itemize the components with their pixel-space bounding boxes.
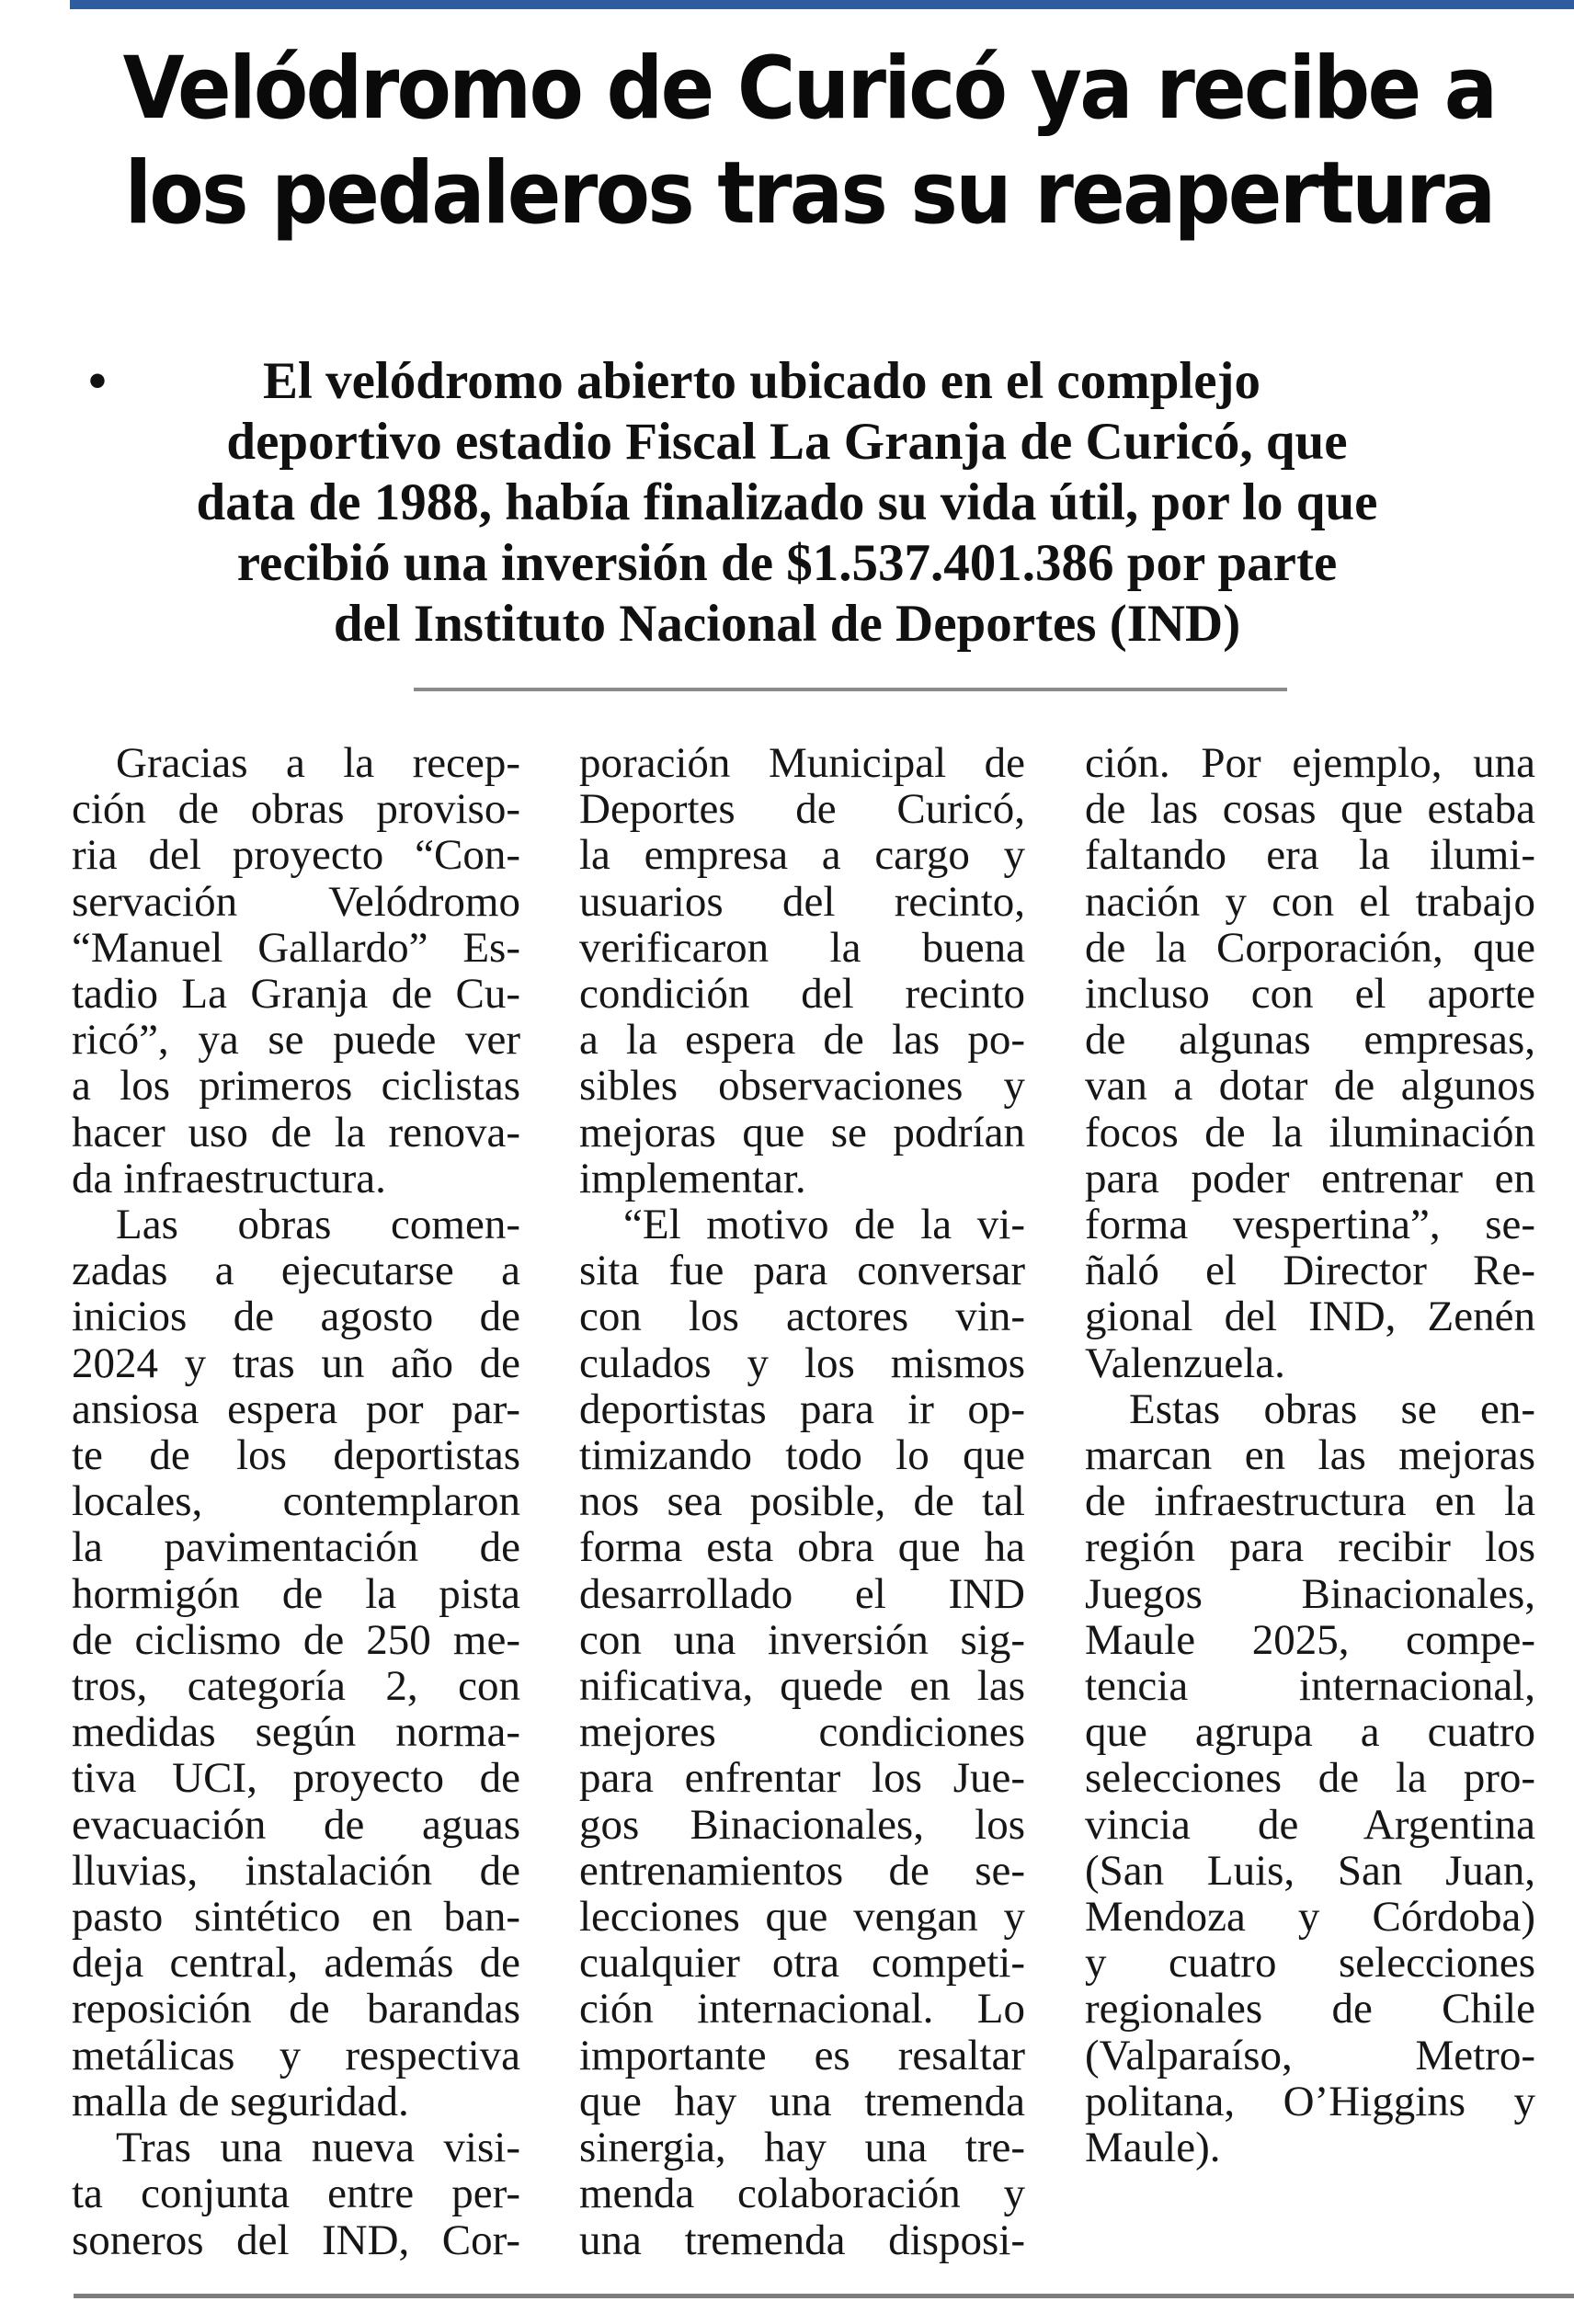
text-line: nificativa, quede en las bbox=[579, 1662, 1025, 1711]
deck-line: deportivo estadio Fiscal La Granja de Curicó, que bbox=[226, 413, 1348, 471]
text-line: ción. Por ejemplo, una bbox=[1085, 739, 1535, 787]
text-line: Estas obras se en- bbox=[1129, 1384, 1535, 1433]
text-line: nación y con el trabajo bbox=[1085, 877, 1535, 926]
text-line: (San Luis, San Juan, bbox=[1085, 1846, 1535, 1895]
text-line: medidas según norma- bbox=[72, 1708, 520, 1757]
top-rule bbox=[70, 0, 1574, 9]
text-line: entrenamientos de se- bbox=[579, 1846, 1025, 1895]
article-column-2 bbox=[579, 740, 1025, 2263]
text-line: deja central, además de bbox=[72, 1939, 520, 1988]
text-line: sinergia, hay una tre- bbox=[579, 2124, 1025, 2172]
text-line: Maule 2025, compe- bbox=[1085, 1615, 1535, 1664]
text-line: evacuación de aguas bbox=[72, 1800, 520, 1849]
text-line: gional del IND, Zenén bbox=[1085, 1293, 1535, 1341]
article-column-1 bbox=[72, 740, 520, 2263]
text-line: a la espera de las po- bbox=[579, 1016, 1025, 1065]
text-line: incluso con el aporte bbox=[1085, 970, 1535, 1019]
deck-line: recibió una inversión de $1.537.401.386 por parte bbox=[236, 534, 1338, 592]
text-line: Juegos Binacionales, bbox=[1085, 1569, 1535, 1618]
text-line: politana, O’Higgins y bbox=[1085, 2077, 1535, 2125]
text-line: con una inversión sig- bbox=[579, 1615, 1025, 1664]
text-line: de las cosas que estaba bbox=[1085, 785, 1535, 834]
deck-line: del Instituto Nacional de Deportes (IND) bbox=[333, 595, 1241, 653]
text-line: forma esta obra que ha bbox=[579, 1523, 1025, 1572]
text-line: la empresa a cargo y bbox=[579, 831, 1025, 880]
text-line: servación Velódromo bbox=[72, 877, 520, 926]
text-line: metálicas y respectiva bbox=[72, 2031, 520, 2079]
text-line: importante es resaltar bbox=[579, 2031, 1025, 2079]
text-line: vincia de Argentina bbox=[1085, 1800, 1535, 1849]
text-line: que agrupa a cuatro bbox=[1085, 1708, 1535, 1757]
text-line: hacer uso de la renova- bbox=[72, 1108, 520, 1156]
text-line: gos Binacionales, los bbox=[579, 1800, 1025, 1849]
text-line: implementar. bbox=[579, 1154, 806, 1202]
text-line: malla de seguridad. bbox=[72, 2077, 409, 2125]
text-line: hormigón de la pista bbox=[72, 1569, 520, 1618]
text-line: sibles observaciones y bbox=[579, 1062, 1025, 1111]
text-line: tiva UCI, proyecto de bbox=[72, 1754, 520, 1803]
text-line: la pavimentación de bbox=[72, 1523, 520, 1572]
headline bbox=[116, 37, 1503, 246]
text-line: locales, contemplaron bbox=[72, 1477, 520, 1526]
text-line: ta conjunta entre per- bbox=[72, 2170, 520, 2218]
text-line: inicios de agosto de bbox=[72, 1293, 520, 1341]
text-line: forma vespertina”, se- bbox=[1085, 1201, 1535, 1249]
text-line: culados y los mismos bbox=[579, 1339, 1025, 1387]
text-line: mejoras que se podrían bbox=[579, 1108, 1025, 1156]
text-line: “Manuel Gallardo” Es- bbox=[72, 923, 520, 972]
bullet-icon: • bbox=[88, 352, 107, 410]
text-line: tencia internacional, bbox=[1085, 1662, 1535, 1711]
text-line: 2024 y tras un año de bbox=[72, 1339, 520, 1387]
text-line: da infraestructura. bbox=[72, 1154, 386, 1202]
text-line: pasto sintético en ban- bbox=[72, 1893, 520, 1942]
text-line: Gracias a la recep- bbox=[116, 739, 520, 787]
text-line: cualquier otra competi- bbox=[579, 1939, 1025, 1988]
text-line: zadas a ejecutarse a bbox=[72, 1247, 520, 1295]
headline-line: los pedaleros tras su reapertura bbox=[124, 143, 1494, 244]
text-line: timizando todo lo que bbox=[579, 1431, 1025, 1480]
text-line: Tras una nueva visi- bbox=[116, 2124, 520, 2172]
text-line: nos sea posible, de tal bbox=[579, 1477, 1025, 1526]
text-line: región para recibir los bbox=[1085, 1523, 1535, 1572]
text-line: deportistas para ir op- bbox=[579, 1384, 1025, 1433]
text-line: de ciclismo de 250 me- bbox=[72, 1615, 520, 1664]
text-line: tros, categoría 2, con bbox=[72, 1662, 520, 1711]
text-line: ricó”, ya se puede ver bbox=[72, 1016, 520, 1065]
text-line: para poder entrenar en bbox=[1085, 1154, 1535, 1202]
text-line: mejores condiciones bbox=[579, 1708, 1025, 1757]
text-line: lluvias, instalación de bbox=[72, 1846, 520, 1895]
text-line: marcan en las mejoras bbox=[1085, 1431, 1535, 1480]
text-line: te de los deportistas bbox=[72, 1431, 520, 1480]
text-line: poración Municipal de bbox=[579, 739, 1025, 787]
deck-line: • El velódromo abierto ubicado en el complejo bbox=[88, 352, 1261, 410]
text-line: van a dotar de algunos bbox=[1085, 1062, 1535, 1111]
text-line: tadio La Granja de Cu- bbox=[72, 970, 520, 1019]
deck-subheadline bbox=[51, 351, 1523, 655]
text-line: desarrollado el IND bbox=[579, 1569, 1025, 1618]
text-line: de infraestructura en la bbox=[1085, 1477, 1535, 1526]
text-line: Deportes de Curicó, bbox=[579, 785, 1025, 834]
text-line: ria del proyecto “Con- bbox=[72, 831, 520, 880]
text-line: y cuatro selecciones bbox=[1085, 1939, 1535, 1988]
text-line: Maule). bbox=[1085, 2124, 1221, 2172]
text-line: ción de obras proviso- bbox=[72, 785, 520, 834]
deck-line: data de 1988, había finalizado su vida útil, por lo que bbox=[196, 473, 1378, 531]
text-line: lecciones que vengan y bbox=[579, 1893, 1025, 1942]
text-line: selecciones de la pro- bbox=[1085, 1754, 1535, 1803]
text-line: verificaron la buena bbox=[579, 923, 1025, 972]
text-line: “El motivo de la vi- bbox=[623, 1201, 1025, 1249]
text-line: Las obras comen- bbox=[116, 1201, 520, 1249]
text-line: de la Corporación, que bbox=[1085, 923, 1535, 972]
text-line: faltando era la ilumi- bbox=[1085, 831, 1535, 880]
text-line: focos de la iluminación bbox=[1085, 1108, 1535, 1156]
text-line: de algunas empresas, bbox=[1085, 1016, 1535, 1065]
text-line: ansiosa espera por par- bbox=[72, 1384, 520, 1433]
text-line: condición del recinto bbox=[579, 970, 1025, 1019]
deck-underline bbox=[414, 688, 1287, 691]
text-line: (Valparaíso, Metro- bbox=[1085, 2031, 1535, 2079]
text-line: sita fue para conversar bbox=[579, 1247, 1025, 1295]
headline-line: Velódromo de Curicó ya recibe a bbox=[122, 39, 1496, 139]
text-line: Valenzuela. bbox=[1085, 1339, 1285, 1387]
article-column-3 bbox=[1085, 740, 1535, 2170]
text-line: reposición de barandas bbox=[72, 1985, 520, 2034]
text-line: menda colaboración y bbox=[579, 2170, 1025, 2218]
bottom-rule bbox=[74, 2294, 1574, 2298]
text-line: usuarios del recinto, bbox=[579, 877, 1025, 926]
text-line: con los actores vin- bbox=[579, 1293, 1025, 1341]
text-line: soneros del IND, Cor- bbox=[72, 2216, 520, 2264]
text-line: Mendoza y Córdoba) bbox=[1085, 1893, 1535, 1942]
text-line: ción internacional. Lo bbox=[579, 1985, 1025, 2034]
text-line: para enfrentar los Jue- bbox=[579, 1754, 1025, 1803]
text-line: que hay una tremenda bbox=[579, 2077, 1025, 2125]
text-line: una tremenda disposi- bbox=[579, 2216, 1025, 2264]
text-line: ñaló el Director Re- bbox=[1085, 1247, 1535, 1295]
text-line: regionales de Chile bbox=[1085, 1985, 1535, 2034]
text-line: a los primeros ciclistas bbox=[72, 1062, 520, 1111]
